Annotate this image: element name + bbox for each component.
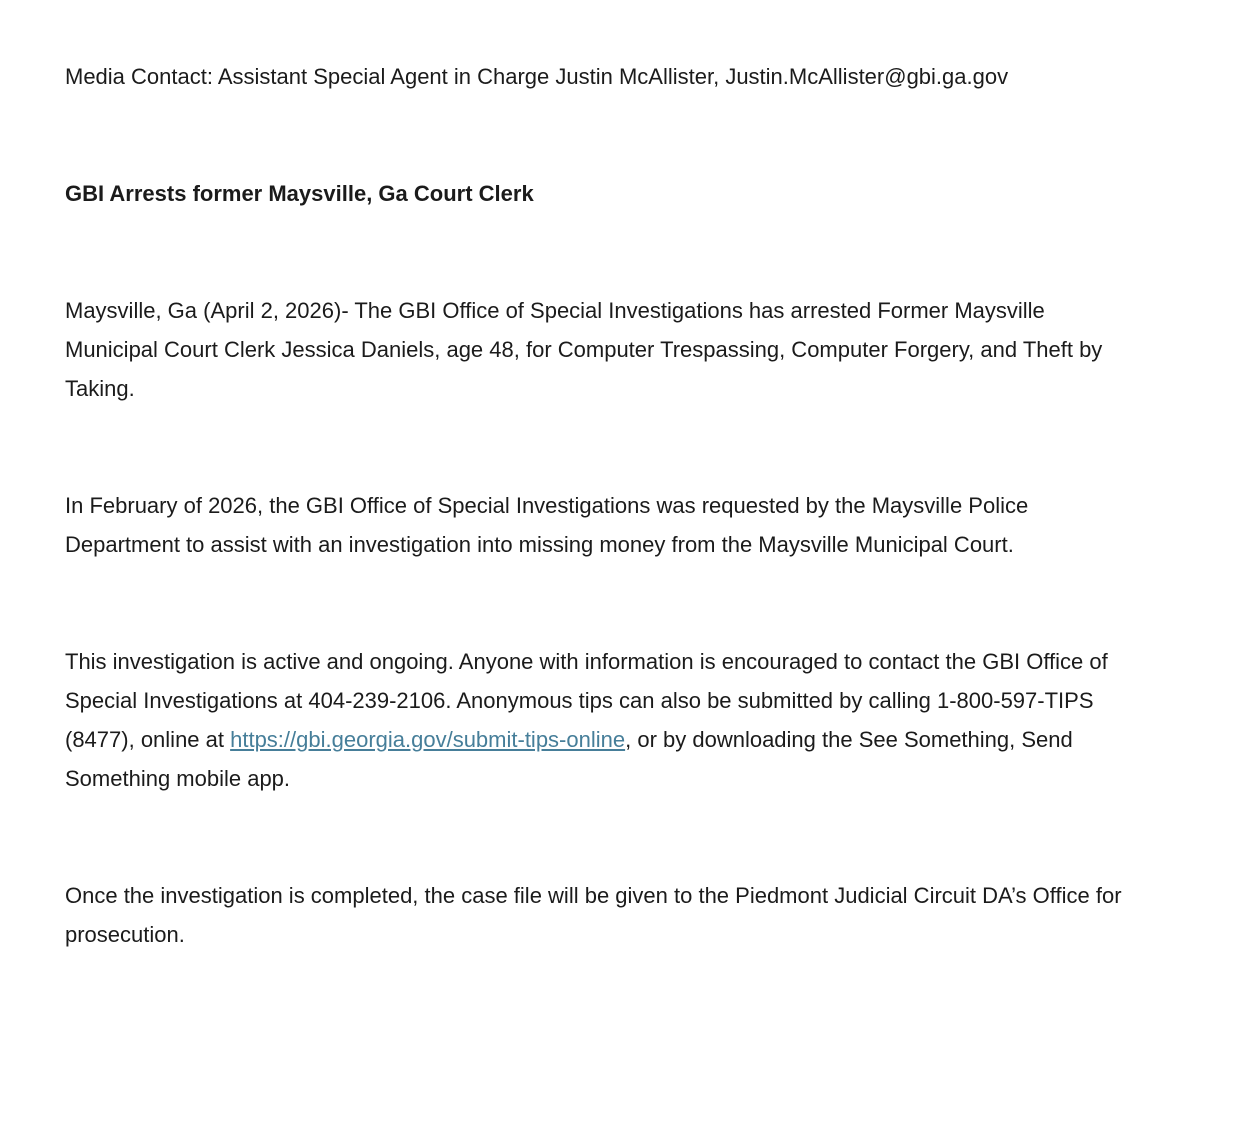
background-paragraph: In February of 2026, the GBI Office of Special Investigations was requested by the Maysville Police Department to assist with an investigation into missing money from the Maysville Municipal Court. xyxy=(65,493,1029,557)
arrest-paragraph: Maysville, Ga (April 2, 2026)- The GBI Office of Special Investigations has arrested Former Maysville Municipal Court Clerk Jessica Daniels, age 48, for Computer Trespassing, Computer Forgery, and Theft by Taking. xyxy=(65,298,1103,401)
headline: GBI Arrests former Maysville, Ga Court Clerk xyxy=(65,181,534,206)
submit-tips-link[interactable]: https://gbi.georgia.gov/submit-tips-online xyxy=(230,727,626,752)
tips-text-after-link: , or by downloading the See Something, Send Something mobile app. xyxy=(65,727,1073,791)
tips-paragraph xyxy=(65,642,1140,798)
tips-text-before-link: This investigation is active and ongoing. Anyone with information is encouraged to contact the GBI Office of Special Investigations at 404-239-2106. Anonymous tips can also be submitted by calling 1-800-597-TIPS (8477), online at xyxy=(65,649,1108,752)
media-contact-paragraph: Media Contact: Assistant Special Agent in Charge Justin McAllister, Justin.McAllister@gbi.ga.gov xyxy=(65,64,1009,89)
closing-paragraph: Once the investigation is completed, the case file will be given to the Piedmont Judicial Circuit DA’s Office for prosecution. xyxy=(65,883,1122,947)
